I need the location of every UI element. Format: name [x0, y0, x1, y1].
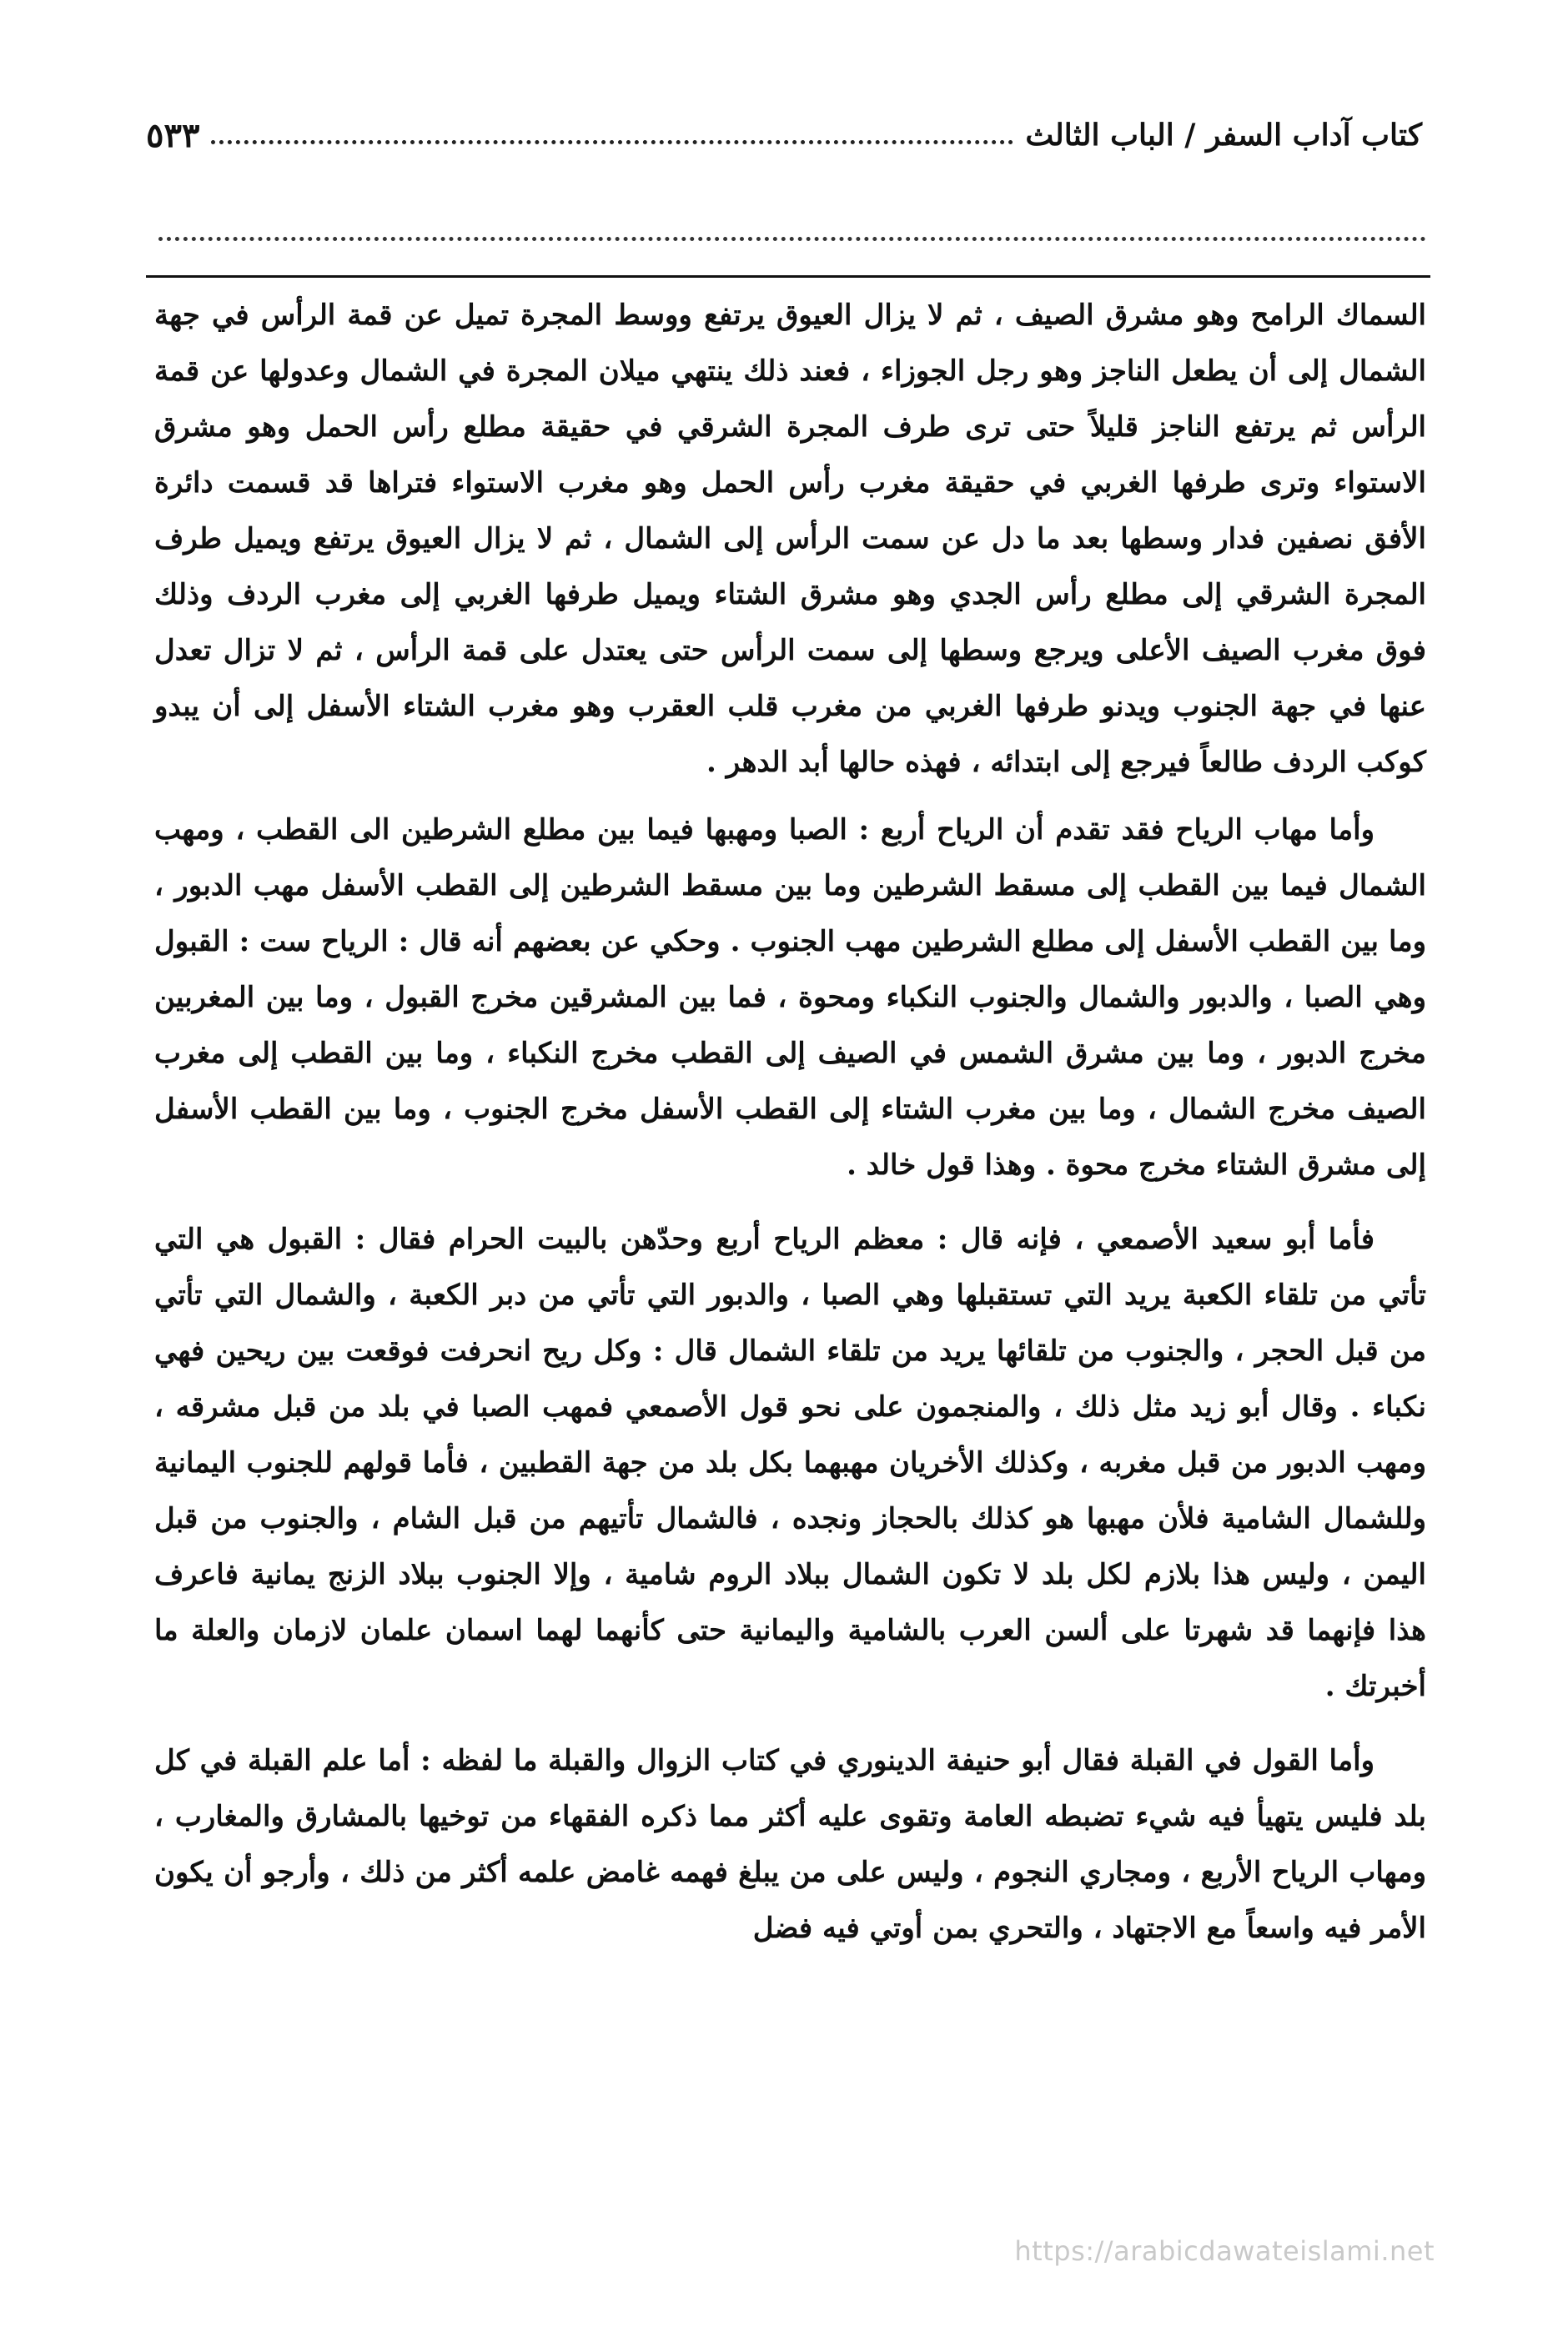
paragraph-4: وأما القول في القبلة فقال أبو حنيفة الدينوري في كتاب الزوال والقبلة ما لفظه : أما علم القبلة في كل بلد فليس يتهيأ فيه شيء تضبطه العامة وتقوى عليه أكثر مما ذكره الفقهاء من توخيها بالمشارق والمغارب ، ومهاب الرياح الأربع ، ومجاري النجوم ، وليس على من يبلغ فهمه غامض علمه أكثر من ذلك ، وأرجو أن يكون الأمر فيه واسعاً مع الاجتهاد ، والتحري بمن أوتي فيه فضل — [154, 1744, 1426, 1945]
paragraph-3: فأما أبو سعيد الأصمعي ، فإنه قال : معظم الرياح أربع وحدّهن بالبيت الحرام فقال : القبول هي التي تأتي من تلقاء الكعبة يريد التي تستقبلها وهي الصبا ، والدبور التي تأتي من دبر الكعبة ، والشمال التي تأتي من قبل الحجر ، والجنوب من تلقائها يريد من تلقاء الشمال قال : وكل ريح انحرفت فوقعت بين ريحين فهي نكباء . وقال أبو زيد مثل ذلك ، والمنجمون على نحو قول الأصمعي فمهب الصبا في بلد من قبل مشرقه ، ومهب الدبور من قبل مغربه ، وكذلك الأخريان مهبهما بكل بلد من جهة القطبين ، فأما قولهم للجنوب اليمانية وللشمال الشامية فلأن مهبها هو كذلك بالحجاز ونجده ، فالشمال تأتيهم من قبل الشام ، والجنوب من قبل اليمن ، وليس هذا بلازم لكل بلد لا تكون الشمال ببلاد الروم شامية ، وإلا الجنوب ببلاد الزنج يمانية فاعرف هذا فإنهما قد شهرتا على ألسن العرب بالشامية واليمانية حتى كأنهما لهما اسمان علمان لازمان والعلة ما أخبرتك . — [154, 1223, 1426, 1703]
running-header — [146, 110, 1422, 160]
dotted-divider — [158, 237, 1426, 241]
paragraph-2: وأما مهاب الرياح فقد تقدم أن الرياح أربع : الصبا ومهبها فيما بين مطلع الشرطين الى القطب ، ومهب الشمال فيما بين القطب إلى مسقط الشرطين وما بين مسقط الشرطين إلى القطب الأسفل مهب الدبور ، وما بين القطب الأسفل إلى مطلع الشرطين مهب الجنوب . وحكي عن بعضهم أنه قال : الرياح ست : القبول وهي الصبا ، والدبور والشمال والجنوب النكباء ومحوة ، فما بين المشرقين مخرج القبول ، وما بين المغربين مخرج الدبور ، وما بين مشرق الشمس في الصيف إلى القطب مخرج النكباء ، وما بين القطب إلى مغرب الصيف مخرج الشمال ، وما بين مغرب الشتاء إلى القطب الأسفل مخرج الجنوب ، وما بين القطب الأسفل إلى مشرق الشتاء مخرج محوة . وهذا قول خالد . — [154, 813, 1426, 1182]
paragraph-1: السماك الرامح وهو مشرق الصيف ، ثم لا يزال العيوق يرتفع ووسط المجرة تميل عن قمة الرأس في جهة الشمال إلى أن يطعل الناجز وهو رجل الجوزاء ، فعند ذلك ينتهي ميلان المجرة في الشمال وعدولها عن قمة الرأس ثم يرتفع الناجز قليلاً حتى ترى طرف المجرة الشرقي في حقيقة مطلع رأس الحمل وهو مشرق الاستواء وترى طرفها الغربي في حقيقة مغرب رأس الحمل وهو مغرب الاستواء فتراها قد قسمت دائرة الأفق نصفين فدار وسطها بعد ما دل عن سمت الرأس إلى الشمال ، ثم لا يزال العيوق يرتفع ويميل طرف المجرة الشرقي إلى مطلع رأس الجدي وهو مشرق الشتاء ويميل طرفها الغربي إلى مغرب الردف وذلك فوق مغرب الصيف الأعلى ويرجع وسطها إلى سمت الرأس حتى يعتدل على قمة الرأس ، ثم لا تزال تعدل عنها في جهة الجنوب ويدنو طرفها الغربي من مغرب قلب العقرب وهو مغرب الشتاء الأسفل إلى أن يبدو كوكب الردف طالعاً فيرجع إلى ابتدائه ، فهذه حالها أبد الدهر . — [154, 299, 1426, 779]
watermark-url: https://arabicdawateislami.net — [1014, 2235, 1435, 2267]
page-number: ٥٣٣ — [146, 115, 200, 155]
running-header-title: كتاب آداب السفر / الباب الثالث — [1025, 118, 1422, 153]
header-dot-leader — [211, 140, 1013, 144]
page-body — [154, 288, 1426, 1957]
header-rule — [146, 275, 1430, 278]
